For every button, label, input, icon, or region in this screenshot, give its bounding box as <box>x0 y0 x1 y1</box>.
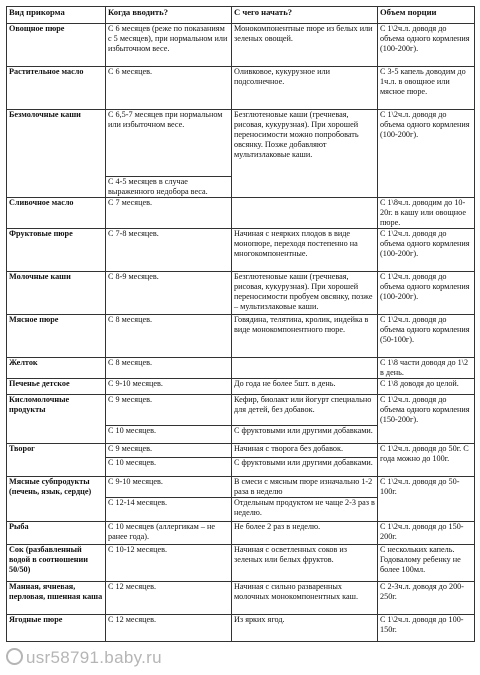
table-row <box>7 545 475 582</box>
volume-cell: С 1\2ч.л. доводя до 150-200г. <box>378 522 475 545</box>
volume-cell: С 1\2ч.л. доводя до 100-150г. <box>378 615 475 642</box>
start-cell: Безглютеновые каши (гречневая, рисовая, кукурузная). При хорошей переносимости можно попробовать овсянку. Позже добавляют мультизлаковые каши. <box>232 110 378 198</box>
table-row <box>7 444 475 458</box>
product-cell: Мясное пюре <box>7 315 106 358</box>
start-cell: Оливковое, кукурузное или подсолнечное. <box>232 67 378 110</box>
product-cell: Манная, ячневая, перловая, пшенная каша <box>7 582 106 615</box>
when-cell: С 12 месяцев. <box>106 582 232 615</box>
start-cell: Монокомпонентные пюре из белых или зеленых овощей. <box>232 24 378 67</box>
volume-cell: С 1\2ч.л. доводя до объема одного кормления (100-200г). <box>378 110 475 198</box>
product-cell: Рыба <box>7 522 106 545</box>
table-row <box>7 582 475 615</box>
header-volume: Объем порции <box>378 7 475 24</box>
when-cell: С 9-10 месяцев. <box>106 477 232 498</box>
product-cell: Творог <box>7 444 106 477</box>
volume-cell: С 1\2ч.л. доводя до объема одного кормления (100-200г). <box>378 24 475 67</box>
table-row <box>7 67 475 110</box>
when-cell: С 8-9 месяцев. <box>106 272 232 315</box>
when-cell: С 6 месяцев (реже по показаниям с 5 месяцев), при нормальном или избыточном весе. <box>106 24 232 67</box>
volume-cell: С 1\2ч.л. доводя до объема одного кормления (50-100г). <box>378 315 475 358</box>
start-cell: Из ярких ягод. <box>232 615 378 642</box>
table-header-row <box>7 7 475 24</box>
table-row <box>7 522 475 545</box>
volume-cell: С 1\2ч.л. доводя до объема одного кормления (150-200г). <box>378 395 475 444</box>
volume-cell: С 1\8 доводя до целой. <box>378 379 475 395</box>
table-row <box>7 395 475 426</box>
start-cell <box>232 358 378 379</box>
start-cell: С фруктовыми или другими добавками. <box>232 426 378 444</box>
volume-cell: С 1\2ч.л. доводя до 50-100г. <box>378 477 475 522</box>
volume-cell: С 1\2ч.л. доводя до объема одного кормления (100-200г). <box>378 272 475 315</box>
table-row <box>7 379 475 395</box>
product-cell: Желток <box>7 358 106 379</box>
product-cell: Растительное масло <box>7 67 106 110</box>
when-cell: С 9 месяцев. <box>106 444 232 458</box>
when-cell: С 7-8 месяцев. <box>106 229 232 272</box>
watermark-logo-icon <box>6 648 23 665</box>
when-cell: С 12 месяцев. <box>106 615 232 642</box>
product-cell: Печенье детское <box>7 379 106 395</box>
when-cell: С 10 месяцев (аллергикам – не ранее года). <box>106 522 232 545</box>
table-row <box>7 272 475 315</box>
start-cell: До года не более 5шт. в день. <box>232 379 378 395</box>
watermark <box>6 648 162 668</box>
start-cell: Говядина, телятина, кролик, индейка в виде монокомпонентного пюре. <box>232 315 378 358</box>
start-cell: Безглютеновые каши (гречневая, рисовая, кукурузная). При хорошей переносимости пробуем овсянку, позже – мультизлаковые каши. <box>232 272 378 315</box>
start-cell: Начиная с сильно разваренных молочных монокомпонентных каш. <box>232 582 378 615</box>
start-cell: Отдельным продуктом не чаще 2-3 раз в неделю. <box>232 498 378 522</box>
start-cell: В смеси с мясным пюре изначально 1-2 раза в неделю <box>232 477 378 498</box>
when-cell: С 6,5-7 месяцев при нормальном или избыточном весе. <box>106 110 232 177</box>
when-cell: С 9-10 месяцев. <box>106 379 232 395</box>
table-body <box>7 24 475 642</box>
header-when: Когда вводить? <box>106 7 232 24</box>
when-cell: С 7 месяцев. <box>106 198 232 229</box>
when-cell: С 8 месяцев. <box>106 315 232 358</box>
volume-cell: С 1\8 части доводя до 1\2 в день. <box>378 358 475 379</box>
product-cell: Молочные каши <box>7 272 106 315</box>
start-cell: Не более 2 раз в неделю. <box>232 522 378 545</box>
table-row <box>7 198 475 229</box>
when-cell: С 6 месяцев. <box>106 67 232 110</box>
product-cell: Фруктовые пюре <box>7 229 106 272</box>
product-cell: Сливочное масло <box>7 198 106 229</box>
product-cell: Кисломолочные продукты <box>7 395 106 444</box>
table-row <box>7 477 475 498</box>
header-start: С чего начать? <box>232 7 378 24</box>
header-product: Вид прикорма <box>7 7 106 24</box>
product-cell: Сок (разбавленный водой в соотношении 50/50) <box>7 545 106 582</box>
table-row <box>7 315 475 358</box>
start-cell: Начиная с неярких плодов в виде монопюре, переходя постепенно на многокомпонентные. <box>232 229 378 272</box>
product-cell: Овощное пюре <box>7 24 106 67</box>
when-cell: С 9 месяцев. <box>106 395 232 426</box>
volume-cell: С 2-3ч.л. доводя до 200-250г. <box>378 582 475 615</box>
product-cell: Ягодные пюре <box>7 615 106 642</box>
feeding-table <box>6 6 475 642</box>
start-cell: Начиная с осветленных соков из зеленых или белых фруктов. <box>232 545 378 582</box>
when-cell: С 10-12 месяцев. <box>106 545 232 582</box>
start-cell: Кефир, биолакт или йогурт специально для детей, без добавок. <box>232 395 378 426</box>
when-cell: С 4-5 месяцев в случае выраженного недобора веса. <box>106 177 232 198</box>
table-row <box>7 229 475 272</box>
volume-cell: С 3-5 капель доводим до 1ч.л. в овощное или мясное пюре. <box>378 67 475 110</box>
when-cell: С 10 месяцев. <box>106 426 232 444</box>
table-row <box>7 358 475 379</box>
table-row <box>7 615 475 642</box>
product-cell: Мясные субпродукты (печень, язык, сердце) <box>7 477 106 522</box>
product-cell: Безмолочные каши <box>7 110 106 198</box>
start-cell: Начиная с творога без добавок. <box>232 444 378 458</box>
table-row <box>7 110 475 177</box>
when-cell: С 10 месяцев. <box>106 458 232 477</box>
start-cell: С фруктовыми или другими добавками. <box>232 458 378 477</box>
volume-cell: С 1\2ч.л. доводя до объема одного кормления (100-200г). <box>378 229 475 272</box>
volume-cell: С 1\2ч.л. доводя до 50г. С года можно до 100г. <box>378 444 475 477</box>
volume-cell: С 1\8ч.л. доводим до 10-20г. в кашу или овощное пюре. <box>378 198 475 229</box>
watermark-text: usr58791.baby.ru <box>26 648 162 667</box>
when-cell: С 12-14 месяцев. <box>106 498 232 522</box>
start-cell <box>232 198 378 229</box>
table-row <box>7 24 475 67</box>
volume-cell: С нескольких капель. Годовалому ребенку не более 100мл. <box>378 545 475 582</box>
when-cell: С 8 месяцев. <box>106 358 232 379</box>
